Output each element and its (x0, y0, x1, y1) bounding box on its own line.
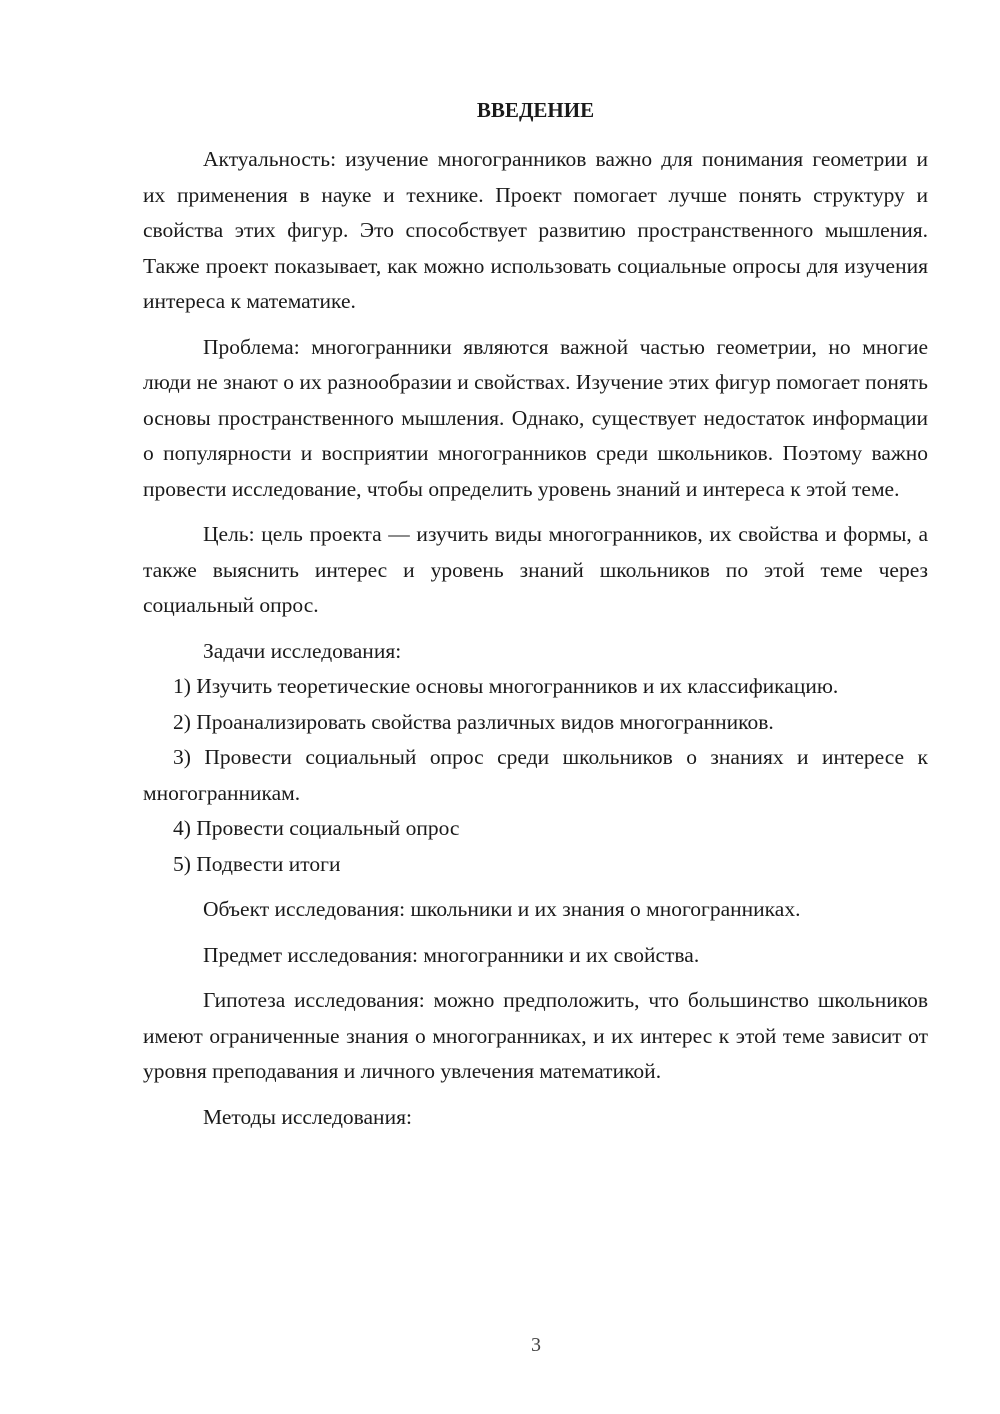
paragraph-hypothesis: Гипотеза исследования: можно предположить, что большинство школьников имеют ограниченные знания о многогранниках, и их интерес к этой теме зависит от уровня преподавания и личного увлечения математикой. (143, 988, 928, 1083)
section-title: ВВЕДЕНИЕ (476, 98, 595, 122)
document-page (143, 95, 928, 1135)
tasks-list (143, 669, 928, 882)
task-item-2: 2) Проанализировать свойства различных видов многогранников. (173, 709, 774, 734)
task-item-5: 5) Подвести итоги (173, 851, 341, 876)
task-item-3: 3) Провести социальный опрос среди школьников о знаниях и интересе к многогранникам. (143, 745, 928, 805)
task-item-4: 4) Провести социальный опрос (173, 816, 460, 840)
paragraph-problem: Проблема: многогранники являются важной частью геометрии, но многие люди не знают о их разнообразии и свойствах. Изучение этих фигур помогает понять основы пространственного мышления. Однако, существует недостаток информации о популярности и восприятии многогранников среди школьников. Поэтому важно провести исследование, чтобы определить уровень знаний и интереса к этой теме. (143, 334, 928, 501)
paragraph-relevance: Актуальность: изучение многогранников важно для понимания геометрии и их применения в науке и технике. Проект помогает лучше понять структуру и свойства этих фигур. Это способствует развитию пространственного мышления. Также проект показывает, как можно использовать социальные опросы для изучения интереса к математике. (143, 147, 928, 313)
paragraph-subject: Предмет исследования: многогранники и их свойства. (203, 942, 700, 967)
paragraph-goal: Цель: цель проекта — изучить виды многогранников, их свойства и формы, а также выяснить интерес и уровень знаний школьников по этой теме через социальный опрос. (143, 522, 928, 617)
methods-heading: Методы исследования: (203, 1104, 412, 1129)
task-item-1: 1) Изучить теоретические основы многогранников и их классификацию. (173, 674, 839, 698)
tasks-heading: Задачи исследования: (203, 638, 402, 663)
page-number: 3 (531, 1334, 541, 1356)
paragraph-object: Объект исследования: школьники и их знания о многогранниках. (203, 897, 801, 921)
